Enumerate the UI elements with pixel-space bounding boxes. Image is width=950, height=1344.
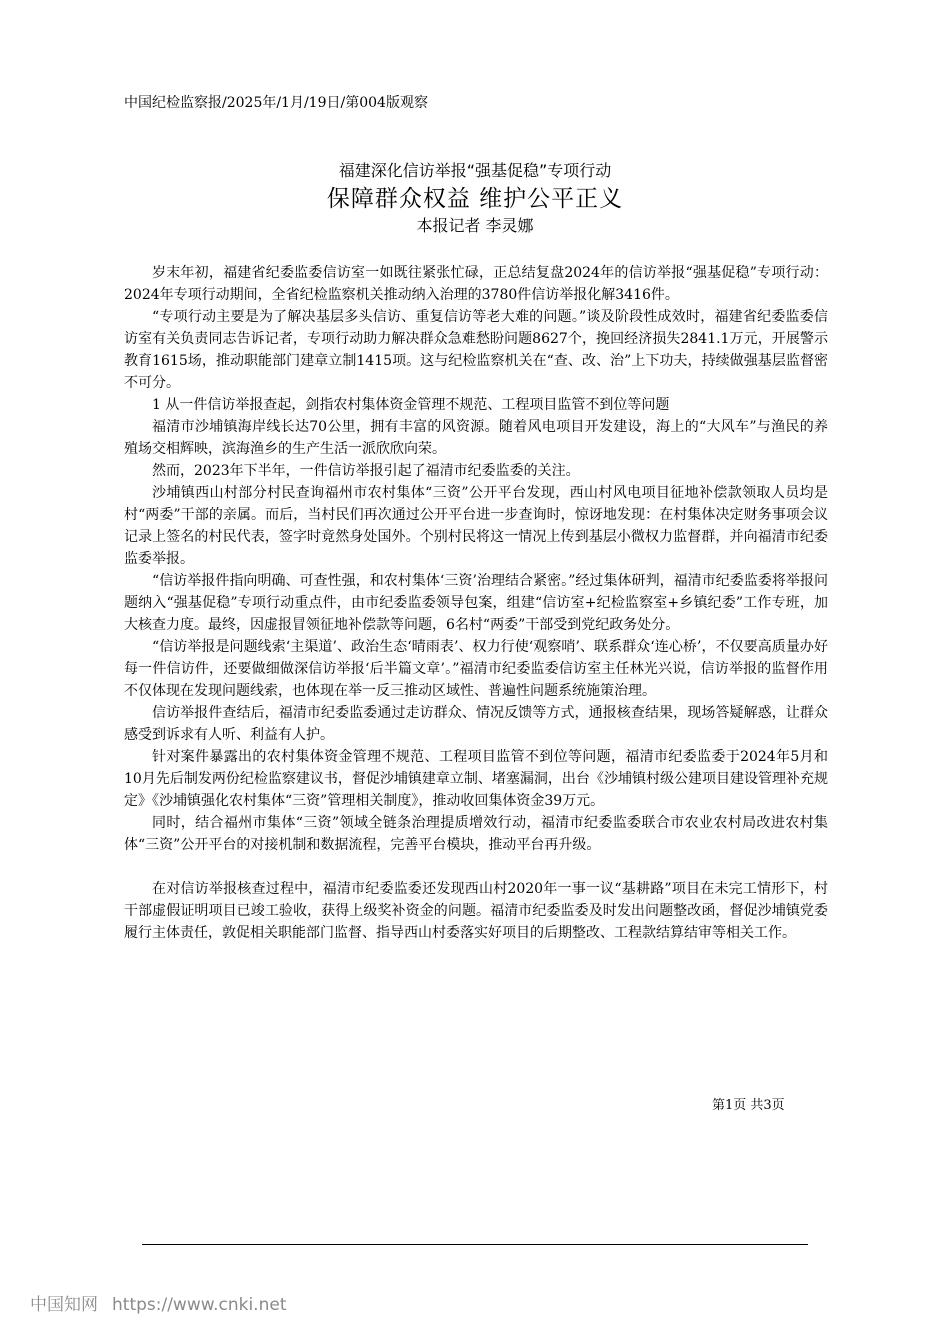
paragraph: 针对案件暴露出的农村集体资金管理不规范、工程项目监管不到位等问题，福清市纪委监委于2024年5月和10月先后制发两份纪检监察建议书，督促沙埔镇建章立制、堵塞漏洞，出台《沙埔镇村级公建项目建设管理补充规定》《沙埔镇强化农村集体“三资”管理相关制度》，推动收回集体资金39万元。 [124, 749, 828, 809]
footer-divider [142, 1244, 808, 1245]
article-title: 保障群众权益 维护公平正义 [326, 186, 624, 212]
paragraph: 福清市沙埔镇海岸线长达70公里，拥有丰富的风资源。随着风电项目开发建设，海上的“大风车”与渔民的养殖场交相辉映，滨海渔乡的生产生活一派欣欣向荣。 [124, 419, 828, 457]
paragraph: “信访举报是问题线索‘主渠道’、政治生态‘晴雨表’、权力行使‘观察哨’、联系群众‘连心桥’，不仅要高质量办好每一件信访件，还要做细做深信访举报‘后半篇文章’。”福清市纪委监委信访室主任林光兴说，信访举报的监督作用不仅体现在发现问题线索，也体现在举一反三推动区域性、普遍性问题系统施策治理。 [124, 639, 828, 699]
paragraph: “专项行动主要是为了解决基层多头信访、重复信访等老大难的问题。”谈及阶段性成效时，福建省纪委监委信访室有关负责同志告诉记者，专项行动助力解决群众急难愁盼问题8627个，挽回经济损失2841.1万元，开展警示教育1615场，推动职能部门建章立制1415项。这与纪检监察机关在“查、改、治”上下功夫，持续做强基层监督密不可分。 [124, 309, 828, 391]
paragraph: 然而，2023年下半年，一件信访举报引起了福清市纪委监委的关注。 [152, 463, 580, 479]
article-body [124, 262, 828, 944]
article-kicker: 福建深化信访举报“强基促稳”专项行动 [338, 161, 612, 180]
watermark-brand: 中国知网 [30, 1295, 98, 1315]
paragraph: 岁末年初，福建省纪委监委信访室一如既往紧张忙碌，正总结复盘2024年的信访举报“强基促稳”专项行动：2024年专项行动期间，全省纪检监察机关推动纳入治理的3780件信访举报化解3416件。 [124, 265, 828, 303]
article-byline: 本报记者 李灵娜 [416, 216, 534, 235]
paragraph: 在对信访举报核查过程中，福清市纪委监委还发现西山村2020年一事一议“基耕路”项目在未完工情形下，村干部虚假证明项目已竣工验收，获得上级奖补资金的问题。福清市纪委监委及时发出问题整改函，督促沙埔镇党委履行主体责任，敦促相关职能部门监督、指导西山村委落实好项目的后期整改、工程款结算结审等相关工作。 [124, 881, 828, 941]
page-number: 第1页 共3页 [712, 1098, 785, 1113]
paragraph: “信访举报件指向明确、可查性强，和农村集体‘三资’治理结合紧密。”经过集体研判，福清市纪委监委将举报问题纳入“强基促稳”专项行动重点件，由市纪委监委领导包案，组建“信访室+纪检监察室+乡镇纪委”工作专班，加大核查力度。最终，因虚报冒领征地补偿款等问题，6名村“两委”干部受到党纪政务处分。 [124, 573, 828, 633]
watermark-url: https://www.cnki.net [112, 1295, 287, 1315]
paragraph: 沙埔镇西山村部分村民查询福州市农村集体“三资”公开平台发现，西山村风电项目征地补偿款领取人员均是村“两委”干部的亲属。而后，当村民们再次通过公开平台进一步查询时，惊讶地发现：在村集体决定财务事项会议记录上签名的村民代表，签字时竟然身处国外。个别村民将这一情况上传到基层小微权力监督群，并向福清市纪委监委举报。 [124, 485, 828, 567]
paragraph: 信访举报件查结后，福清市纪委监委通过走访群众、情况反馈等方式，通报核查结果，现场答疑解惑，让群众感受到诉求有人听、利益有人护。 [124, 705, 828, 743]
watermark [30, 1293, 286, 1317]
paragraph: 同时，结合福州市集体“三资”领域全链条治理提质增效行动，福清市纪委监委联合市农业农村局改进农村集体“三资”公开平台的对接机制和数据流程，完善平台模块，推动平台再升级。 [124, 815, 828, 853]
source-line: 中国纪检监察报/2025年/1月/19日/第004版观察 [124, 95, 428, 111]
section-heading: 1 从一件信访举报查起，剑指农村集体资金管理不规范、工程项目监管不到位等问题 [152, 397, 670, 413]
